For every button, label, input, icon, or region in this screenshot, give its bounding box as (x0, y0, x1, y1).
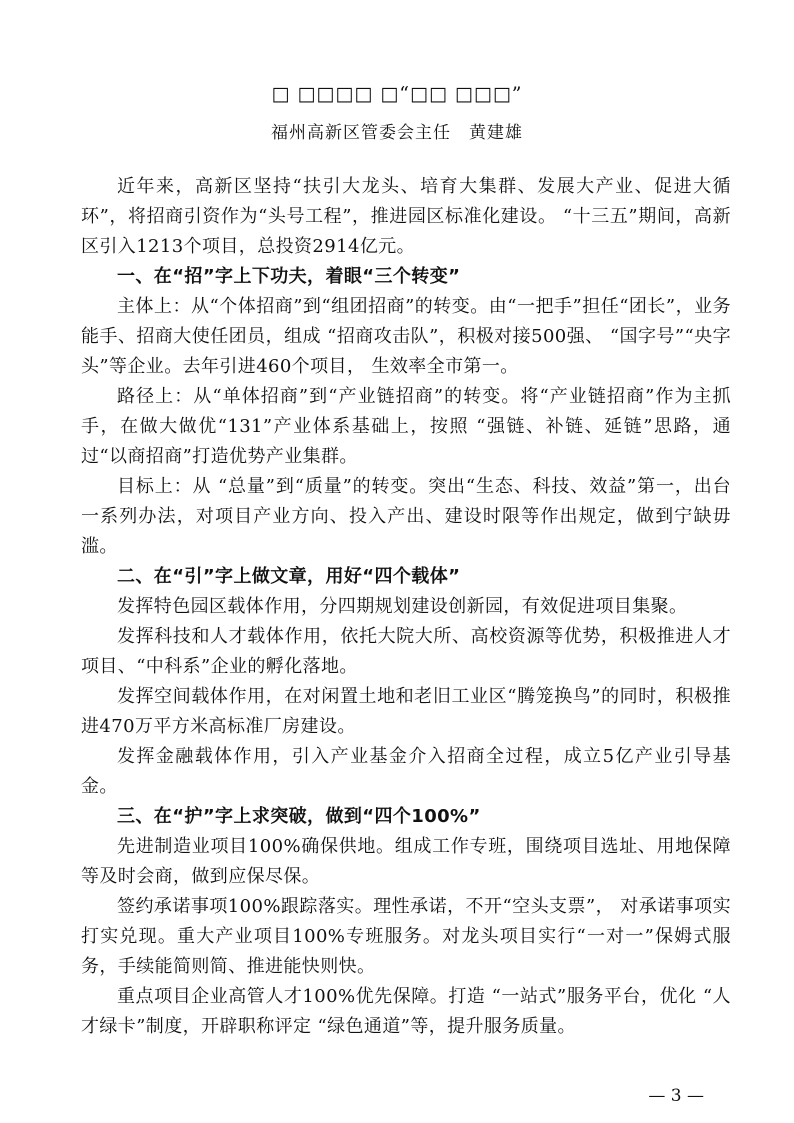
body-paragraph: 发挥科技和人才载体作用，依托大院大所、高校资源等优势，积极推进人才项目、“中科系”企业的孵化落地。 (81, 626, 731, 677)
body-paragraph: 发挥金融载体作用，引入产业基金介入招商全过程，成立5亿产业引导基金。 (81, 746, 731, 797)
body-paragraph: 主体上：从“个体招商”到“组团招商”的转变。由“一把手”担任“团长”，业务能手、招商大使任团员，组成 “招商攻击队”，积极对接500强、 “国字号”“央字头”等企业。去年引进460个项目， 生效率全市第一。 (81, 296, 731, 377)
section-heading: 三、在“护”字上求突破，做到“四个100%” (117, 806, 481, 827)
body-paragraph: 目标上：从 “总量”到“质量”的转变。突出“生态、科技、效益”第一，出台一系列办法，对项目产业方向、投入产出、建设时限等作出规定，做到宁缺毋滥。 (81, 476, 731, 557)
body-paragraph: 先进制造业项目100%确保供地。组成工作专班，围绕项目选址、用地保障等及时会商，做到应保尽保。 (81, 836, 731, 887)
body-paragraph: 签约承诺事项100%跟踪落实。理性承诺，不开“空头支票”， 对承诺事项实打实兑现。重大产业项目100%专班服务。对龙头项目实行“一对一”保姆式服务，手续能简则简、推进能快则快。 (81, 896, 731, 977)
body-paragraph: 发挥特色园区载体作用，分四期规划建设创新园，有效促进项目集聚。 (117, 596, 688, 617)
body-paragraph: 路径上：从“单体招商”到“产业链招商”的转变。将“产业链招商”作为主抓手，在做大做优“131”产业体系基础上，按照 “强链、补链、延链”思路，通过“以商招商”打造优势产业集群。 (81, 386, 731, 467)
document-body (81, 172, 731, 1042)
section-heading: 一、在“招”字上下功夫，着眼“三个转变” (117, 266, 461, 287)
page-number: — 3 — (648, 1086, 704, 1106)
body-paragraph: 重点项目企业高管人才100%优先保障。打造 “一站式”服务平台，优化 “人才绿卡”制度，开辟职称评定 “绿色通道”等，提升服务质量。 (81, 986, 731, 1037)
document-title: □ □□□□ □“□□ □□□” (271, 83, 523, 105)
body-paragraph: 近年来，高新区坚持“扶引大龙头、培育大集群、发展大产业、促进大循环”，将招商引资作为“头号工程”，推进园区标准化建设。 “十三五”期间，高新区引入1213个项目，总投资2914亿元。 (81, 176, 731, 257)
body-paragraph: 发挥空间载体作用，在对闲置土地和老旧工业区“腾笼换鸟”的同时，积极推进470万平方米高标准厂房建设。 (81, 686, 731, 737)
author-line: 福州高新区管委会主任 黄建雄 (271, 123, 523, 143)
section-heading: 二、在“引”字上做文章，用好“四个载体” (117, 566, 461, 587)
